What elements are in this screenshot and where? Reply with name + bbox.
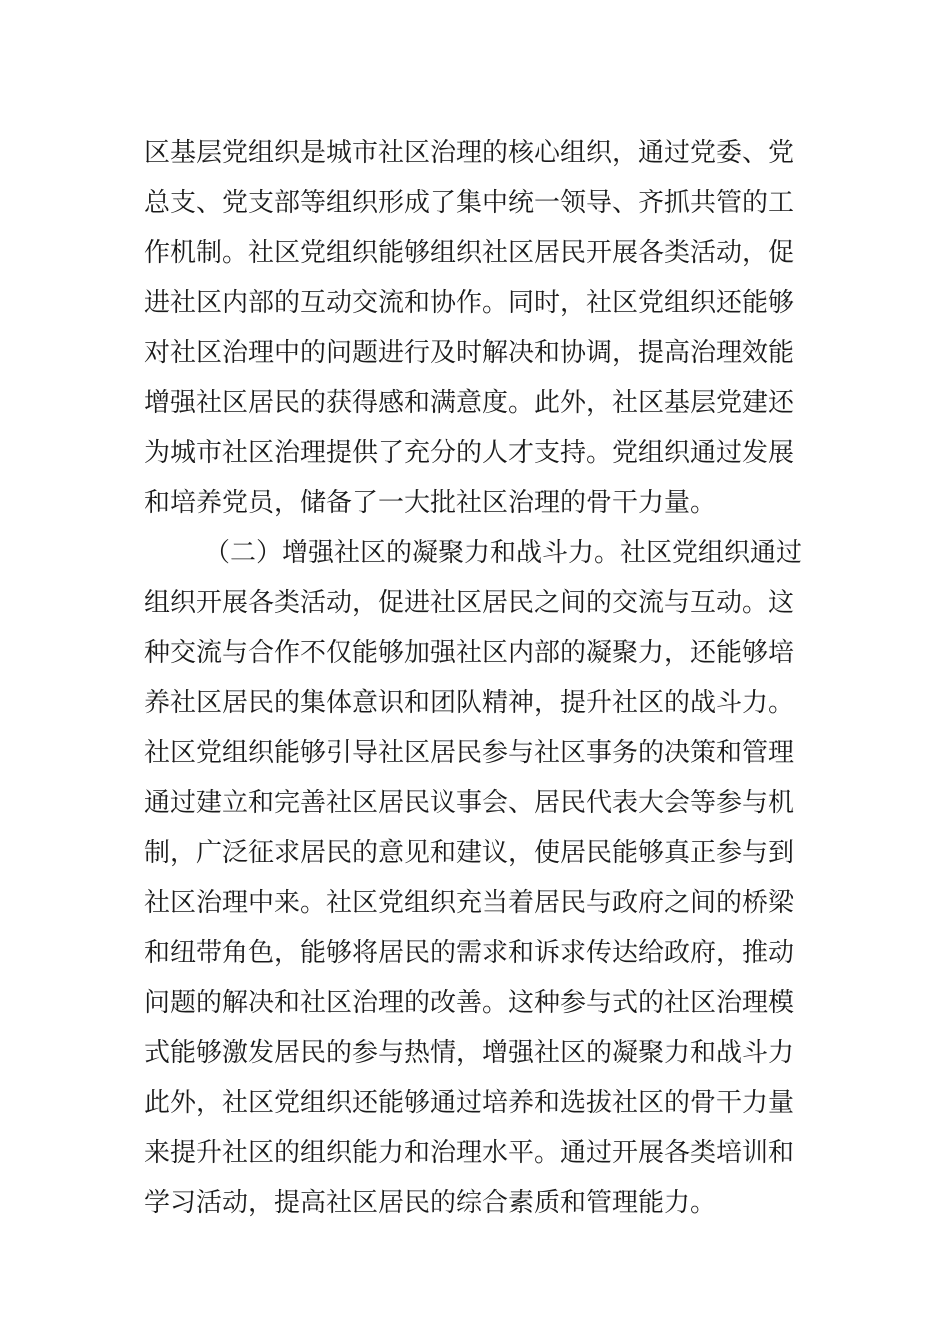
text-line: 社区治理中来。社区党组织充当着居民与政府之间的桥梁 xyxy=(144,888,795,918)
text-line: 和培养党员，储备了一大批社区治理的骨干力量。 xyxy=(144,488,717,518)
text-line: 制，广泛征求居民的意见和建议，使居民能够真正参与到 xyxy=(144,838,795,868)
text-line: 组织开展各类活动，促进社区居民之间的交流与互动。这 xyxy=(144,588,795,618)
text-line: 来提升社区的组织能力和治理水平。通过开展各类培训和 xyxy=(144,1138,795,1168)
text-line: 对社区治理中的问题进行及时解决和协调，提高治理效能 xyxy=(144,338,795,368)
text-line: 和纽带角色，能够将居民的需求和诉求传达给政府，推动 xyxy=(144,938,795,968)
text-line: 问题的解决和社区治理的改善。这种参与式的社区治理模 xyxy=(144,988,795,1018)
text-line: 式能够激发居民的参与热情，增强社区的凝聚力和战斗力 xyxy=(144,1038,795,1068)
text-line: 为城市社区治理提供了充分的人才支持。党组织通过发展 xyxy=(144,438,795,468)
text-line: 作机制。社区党组织能够组织社区居民开展各类活动，促 xyxy=(144,238,795,268)
section-heading-line: （二）增强社区的凝聚力和战斗力。社区党组织通过 xyxy=(204,538,803,568)
body-text xyxy=(144,128,824,1228)
text-line: 总支、党支部等组织形成了集中统一领导、齐抓共管的工 xyxy=(144,188,795,218)
text-line: 区基层党组织是城市社区治理的核心组织，通过党委、党 xyxy=(144,138,795,168)
text-line: 此外，社区党组织还能够通过培养和选拔社区的骨干力量 xyxy=(144,1088,795,1118)
text-line: 种交流与合作不仅能够加强社区内部的凝聚力，还能够培 xyxy=(144,638,795,668)
text-line: 社区党组织能够引导社区居民参与社区事务的决策和管理 xyxy=(144,738,795,768)
text-line: 进社区内部的互动交流和协作。同时，社区党组织还能够 xyxy=(144,288,795,318)
text-line: 增强社区居民的获得感和满意度。此外，社区基层党建还 xyxy=(144,388,795,418)
text-line: 养社区居民的集体意识和团队精神，提升社区的战斗力。 xyxy=(144,688,795,718)
text-line: 学习活动，提高社区居民的综合素质和管理能力。 xyxy=(144,1188,717,1218)
text-line: 通过建立和完善社区居民议事会、居民代表大会等参与机 xyxy=(144,788,795,818)
